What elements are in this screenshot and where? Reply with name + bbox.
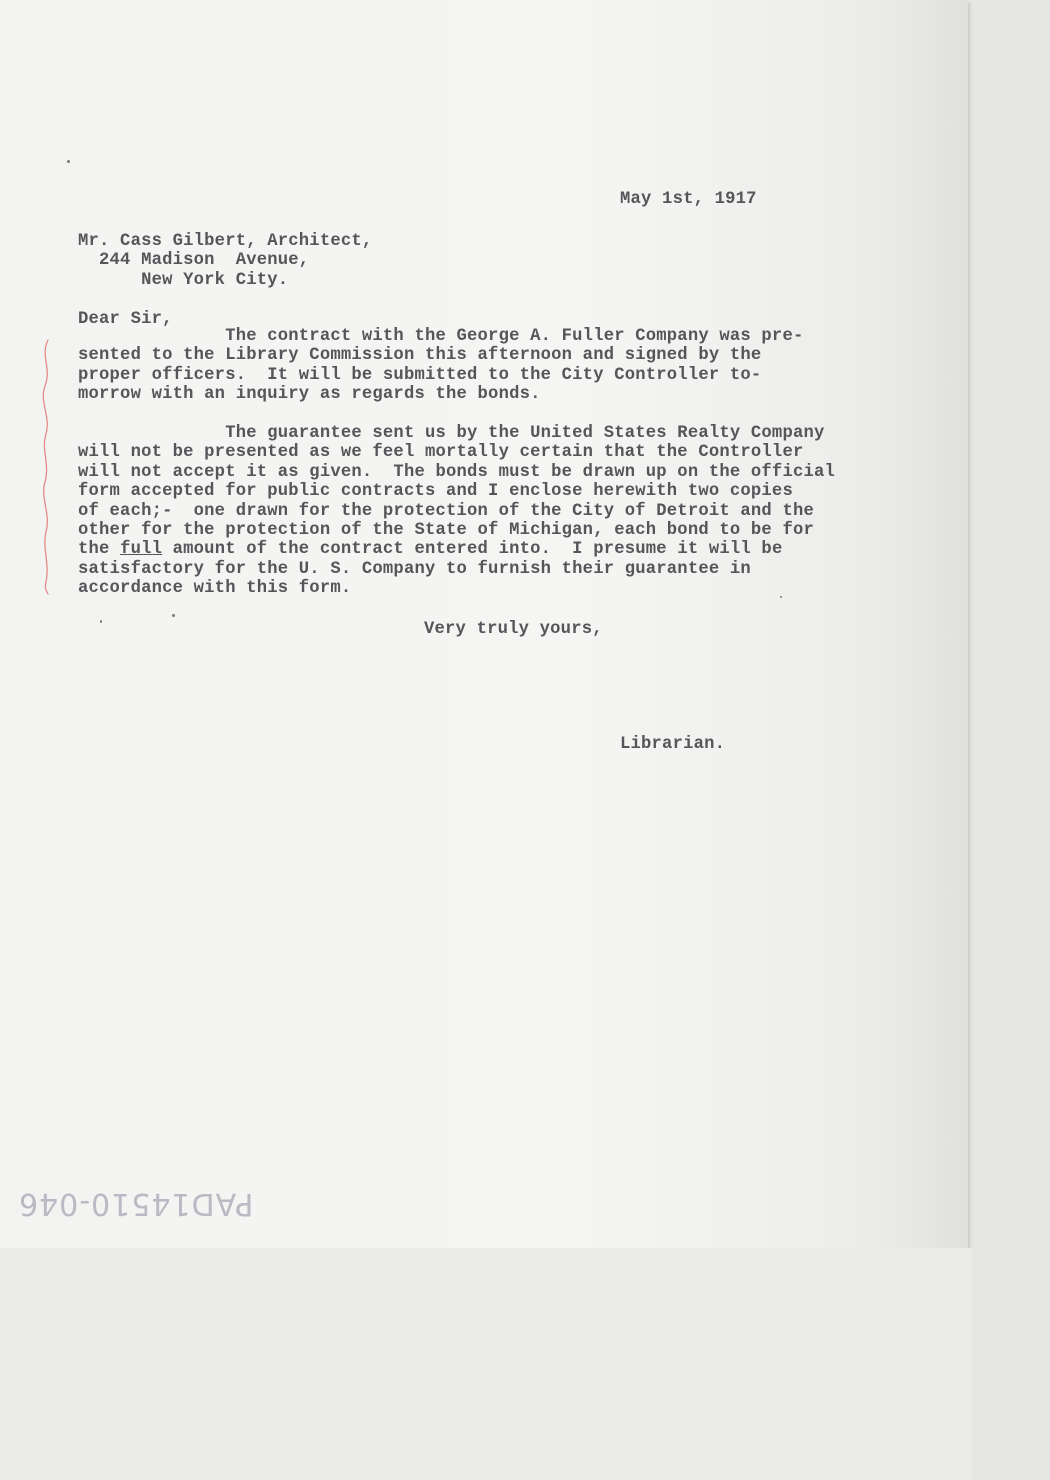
paper-speck — [780, 596, 782, 598]
paper-speck — [172, 614, 175, 617]
paper-speck — [67, 160, 70, 163]
paragraph-line: will not accept it as given. The bonds must be drawn up on the official — [78, 462, 836, 482]
paragraph-line: other for the protection of the State of Michigan, each bond to be for — [78, 521, 814, 541]
margin-pencil-mark — [36, 338, 60, 596]
paragraph-line: accordance with this form. — [78, 579, 352, 599]
paragraph-line: sented to the Library Commission this afternoon and signed by the — [78, 346, 762, 366]
paragraph-line: satisfactory for the U. S. Company to furnish their guarantee in — [78, 559, 751, 579]
underlined-word: full — [120, 540, 163, 560]
paper-speck — [100, 620, 102, 623]
address-line: 244 Madison Avenue, — [78, 251, 310, 271]
paragraph-line: form accepted for public contracts and I enclose herewith two copies — [78, 482, 793, 502]
closing: Very truly yours, — [424, 620, 603, 639]
paragraph-line: The contract with the George A. Fuller Company was pre- — [78, 327, 804, 346]
paragraph-line: will not be presented as we feel mortally certain that the Controller — [78, 443, 804, 463]
recipient-address — [78, 232, 372, 290]
paragraph-guarantee — [78, 424, 835, 599]
paragraph-line: of each;- one drawn for the protection of the City of Detroit and the — [78, 501, 814, 521]
line-text: the — [78, 540, 121, 560]
paragraph-line: proper officers. It will be submitted to the City Controller to- — [78, 365, 762, 385]
paragraph-line: morrow with an inquiry as regards the bonds. — [78, 385, 541, 405]
paragraph-contract — [78, 327, 803, 405]
signature-title: Librarian. — [620, 735, 726, 754]
paragraph-line — [78, 540, 835, 559]
paragraph-line: The guarantee sent us by the United States Realty Company — [78, 424, 825, 443]
archive-stamp: PAD14510-046 — [18, 1186, 254, 1221]
salutation: Dear Sir, — [78, 310, 173, 329]
letter-date: May 1st, 1917 — [620, 190, 757, 209]
address-line: New York City. — [78, 270, 289, 290]
address-line: Mr. Cass Gilbert, Architect, — [78, 232, 373, 251]
line-text: amount of the contract entered into. I presume it will be — [162, 540, 783, 560]
background-surface — [0, 1248, 972, 1480]
